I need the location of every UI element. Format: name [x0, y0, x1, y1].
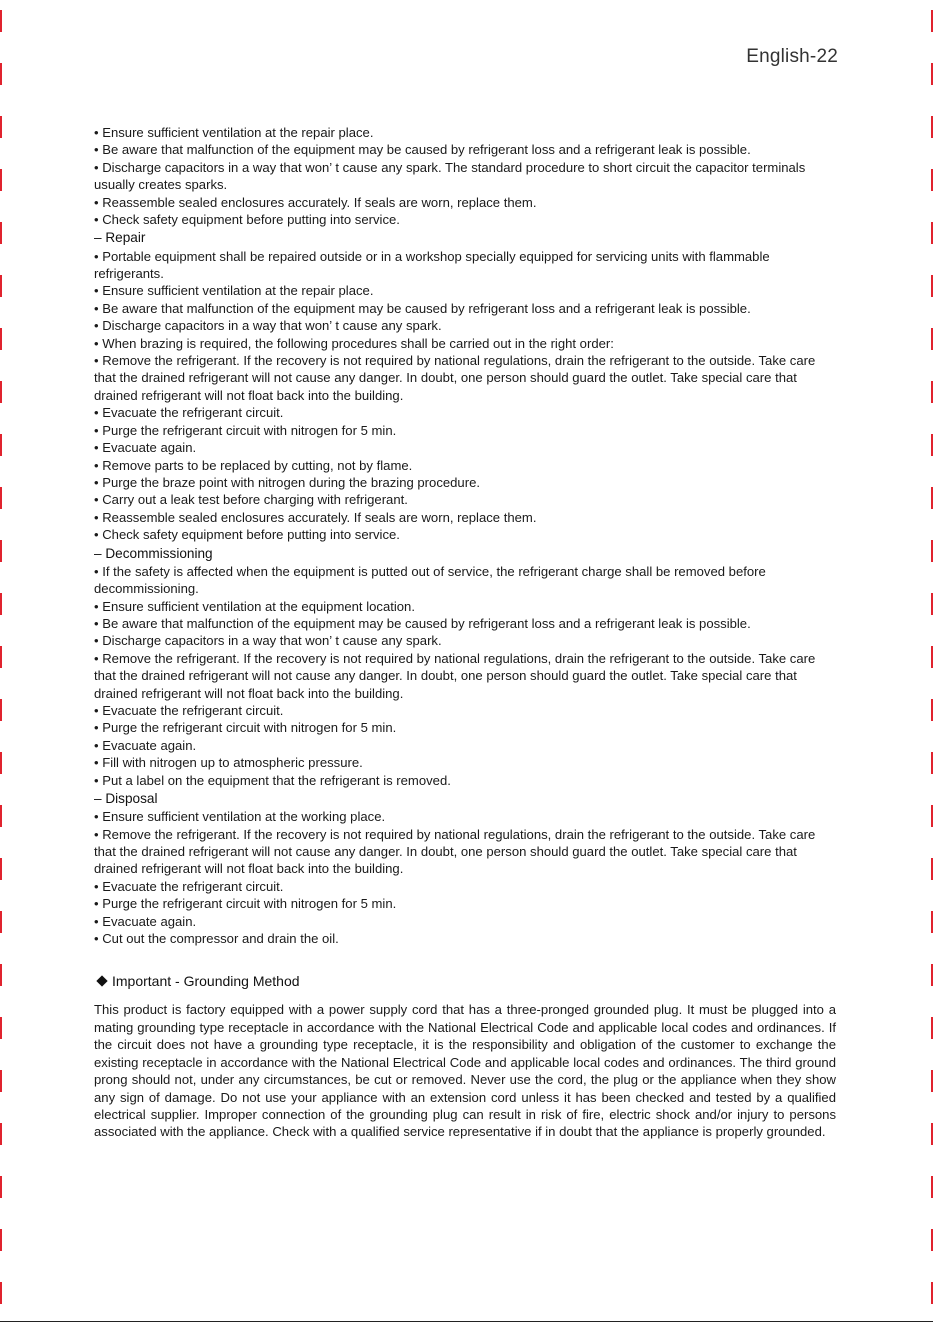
list-item: • Evacuate again.: [94, 737, 197, 753]
list-item: • Discharge capacitors in a way that won’ t cause any spark. The standard procedure to short circuit the capacitor terminals usually creates sparks.: [94, 159, 806, 193]
list-item: • Evacuate again.: [94, 440, 197, 456]
list-item: • Ensure sufficient ventilation at the repair place.: [94, 125, 374, 140]
list-item: • Discharge capacitors in a way that won’ t cause any spark.: [94, 633, 442, 649]
list-item: • Remove the refrigerant. If the recovery is not required by national regulations, drain the refrigerant to the outside. Take care that the drained refrigerant will not cause any danger. In doubt, one person should guard the outlet. Take special care that drained refrigerant will not float back into the building.: [94, 826, 816, 877]
edge-mark: [0, 63, 2, 85]
repair-section: [94, 229, 836, 543]
disposal-section: [94, 790, 836, 947]
edge-mark: [0, 858, 2, 880]
list-item: • Be aware that malfunction of the equipment may be caused by refrigerant loss and a refrigerant leak is possible.: [94, 142, 751, 158]
list-item: • Be aware that malfunction of the equipment may be caused by refrigerant loss and a refrigerant leak is possible.: [94, 300, 751, 316]
edge-mark: [0, 10, 2, 32]
section-heading-repair: – Repair: [94, 230, 146, 246]
section-spacer: [94, 947, 836, 971]
edge-mark: [0, 911, 2, 933]
list-item: • Fill with nitrogen up to atmospheric pressure.: [94, 755, 363, 771]
edge-mark: [0, 328, 2, 350]
left-edge-marks: [0, 0, 2, 1324]
list-item: • Be aware that malfunction of the equipment may be caused by refrigerant loss and a refrigerant leak is possible.: [94, 615, 751, 631]
grounding-heading: [94, 971, 836, 991]
edge-mark: [0, 1229, 2, 1251]
edge-mark: [0, 1070, 2, 1092]
section-heading-decommissioning: – Decommissioning: [94, 545, 213, 561]
list-item: • Carry out a leak test before charging with refrigerant.: [94, 492, 408, 508]
list-item: • Portable equipment shall be repaired outside or in a workshop specially equipped for servicing units with flammable refrigerants.: [94, 248, 770, 282]
list-item: • Ensure sufficient ventilation at the repair place.: [94, 283, 374, 299]
grounding-heading-text: Important - Grounding Method: [112, 973, 300, 990]
edge-mark: [0, 487, 2, 509]
list-item: • Evacuate the refrigerant circuit.: [94, 703, 284, 718]
list-item: • Remove the refrigerant. If the recovery is not required by national regulations, drain the refrigerant to the outside. Take care that the drained refrigerant will not cause any danger. In doubt, one person should guard the outlet. Take special care that drained refrigerant will not float back into the building.: [94, 650, 816, 701]
edge-mark: [0, 646, 2, 668]
list-item: • Check safety equipment before putting into service.: [94, 527, 400, 543]
section-heading-disposal: – Disposal: [94, 791, 158, 807]
list-item: • Purge the refrigerant circuit with nitrogen for 5 min.: [94, 896, 397, 912]
edge-mark: [0, 169, 2, 191]
list-item: • Check safety equipment before putting into service.: [94, 212, 400, 228]
edge-mark: [0, 1123, 2, 1145]
edge-mark: [0, 540, 2, 562]
decommissioning-section: [94, 545, 836, 789]
list-item: • If the safety is affected when the equipment is putted out of service, the refrigerant charge shall be removed before decommissioning.: [94, 563, 766, 597]
edge-mark: [0, 1176, 2, 1198]
edge-mark: [0, 1282, 2, 1304]
list-item: • When brazing is required, the following procedures shall be carried out in the right order:: [94, 335, 614, 351]
edge-mark: [0, 275, 2, 297]
edge-mark: [0, 1017, 2, 1039]
edge-mark: [0, 699, 2, 721]
list-item: • Reassemble sealed enclosures accurately. If seals are worn, replace them.: [94, 509, 537, 525]
edge-mark: [0, 434, 2, 456]
edge-mark: [0, 964, 2, 986]
edge-mark: [0, 116, 2, 138]
edge-mark: [0, 381, 2, 403]
list-item: • Discharge capacitors in a way that won’ t cause any spark.: [94, 318, 442, 334]
list-item: • Cut out the compressor and drain the oil.: [94, 931, 339, 947]
edge-mark: [0, 752, 2, 774]
document-body: [94, 124, 836, 1141]
list-item: • Purge the braze point with nitrogen during the brazing procedure.: [94, 474, 480, 490]
list-item: • Ensure sufficient ventilation at the working place.: [94, 809, 386, 825]
list-item: • Purge the refrigerant circuit with nitrogen for 5 min.: [94, 422, 397, 438]
intro-list: [94, 124, 836, 228]
list-item: • Evacuate the refrigerant circuit.: [94, 405, 284, 421]
list-item: • Reassemble sealed enclosures accurately. If seals are worn, replace them.: [94, 194, 537, 210]
grounding-paragraph: This product is factory equipped with a power supply cord that has a three-pronged grounded plug. It must be plugged into a mating grounding type receptacle in accordance with the National Electrical Code and applicable local codes and ordinances. If the circuit does not have a grounding type receptacle, it is the responsibility and obligation of the customer to exchange the existing receptacle in accordance with the National Electrical Code and applicable local codes and ordinances. The third ground prong should not, under any circumstances, be cut or removed. Never use the cord, the plug or the appliance when they show any sign of damage. Do not use your appliance with an extension cord unless it has been checked and tested by a qualified electrical supplier. Improper connection of the grounding plug can result in risk of fire, electric shock and/or injury to persons associated with the appliance. Check with a qualified service representative if in doubt that the appliance is properly grounded.: [94, 1002, 836, 1140]
grounding-section: [94, 971, 836, 1140]
edge-mark: [0, 805, 2, 827]
edge-mark: [0, 222, 2, 244]
diamond-bullet-icon: [96, 976, 107, 987]
list-item: • Purge the refrigerant circuit with nitrogen for 5 min.: [94, 720, 397, 736]
list-item: • Evacuate again.: [94, 913, 197, 929]
page-number: English-22: [746, 46, 838, 67]
list-item: • Remove the refrigerant. If the recovery is not required by national regulations, drain the refrigerant to the outside. Take care that the drained refrigerant will not cause any danger. In doubt, one person should guard the outlet. Take special care that drained refrigerant will not float back into the building.: [94, 353, 816, 403]
bottom-rule: [0, 1321, 933, 1322]
list-item: • Evacuate the refrigerant circuit.: [94, 878, 284, 894]
list-item: • Put a label on the equipment that the refrigerant is removed.: [94, 772, 451, 788]
list-item: • Ensure sufficient ventilation at the equipment location.: [94, 598, 415, 614]
edge-mark: [0, 593, 2, 615]
list-item: • Remove parts to be replaced by cutting, not by flame.: [94, 457, 413, 473]
